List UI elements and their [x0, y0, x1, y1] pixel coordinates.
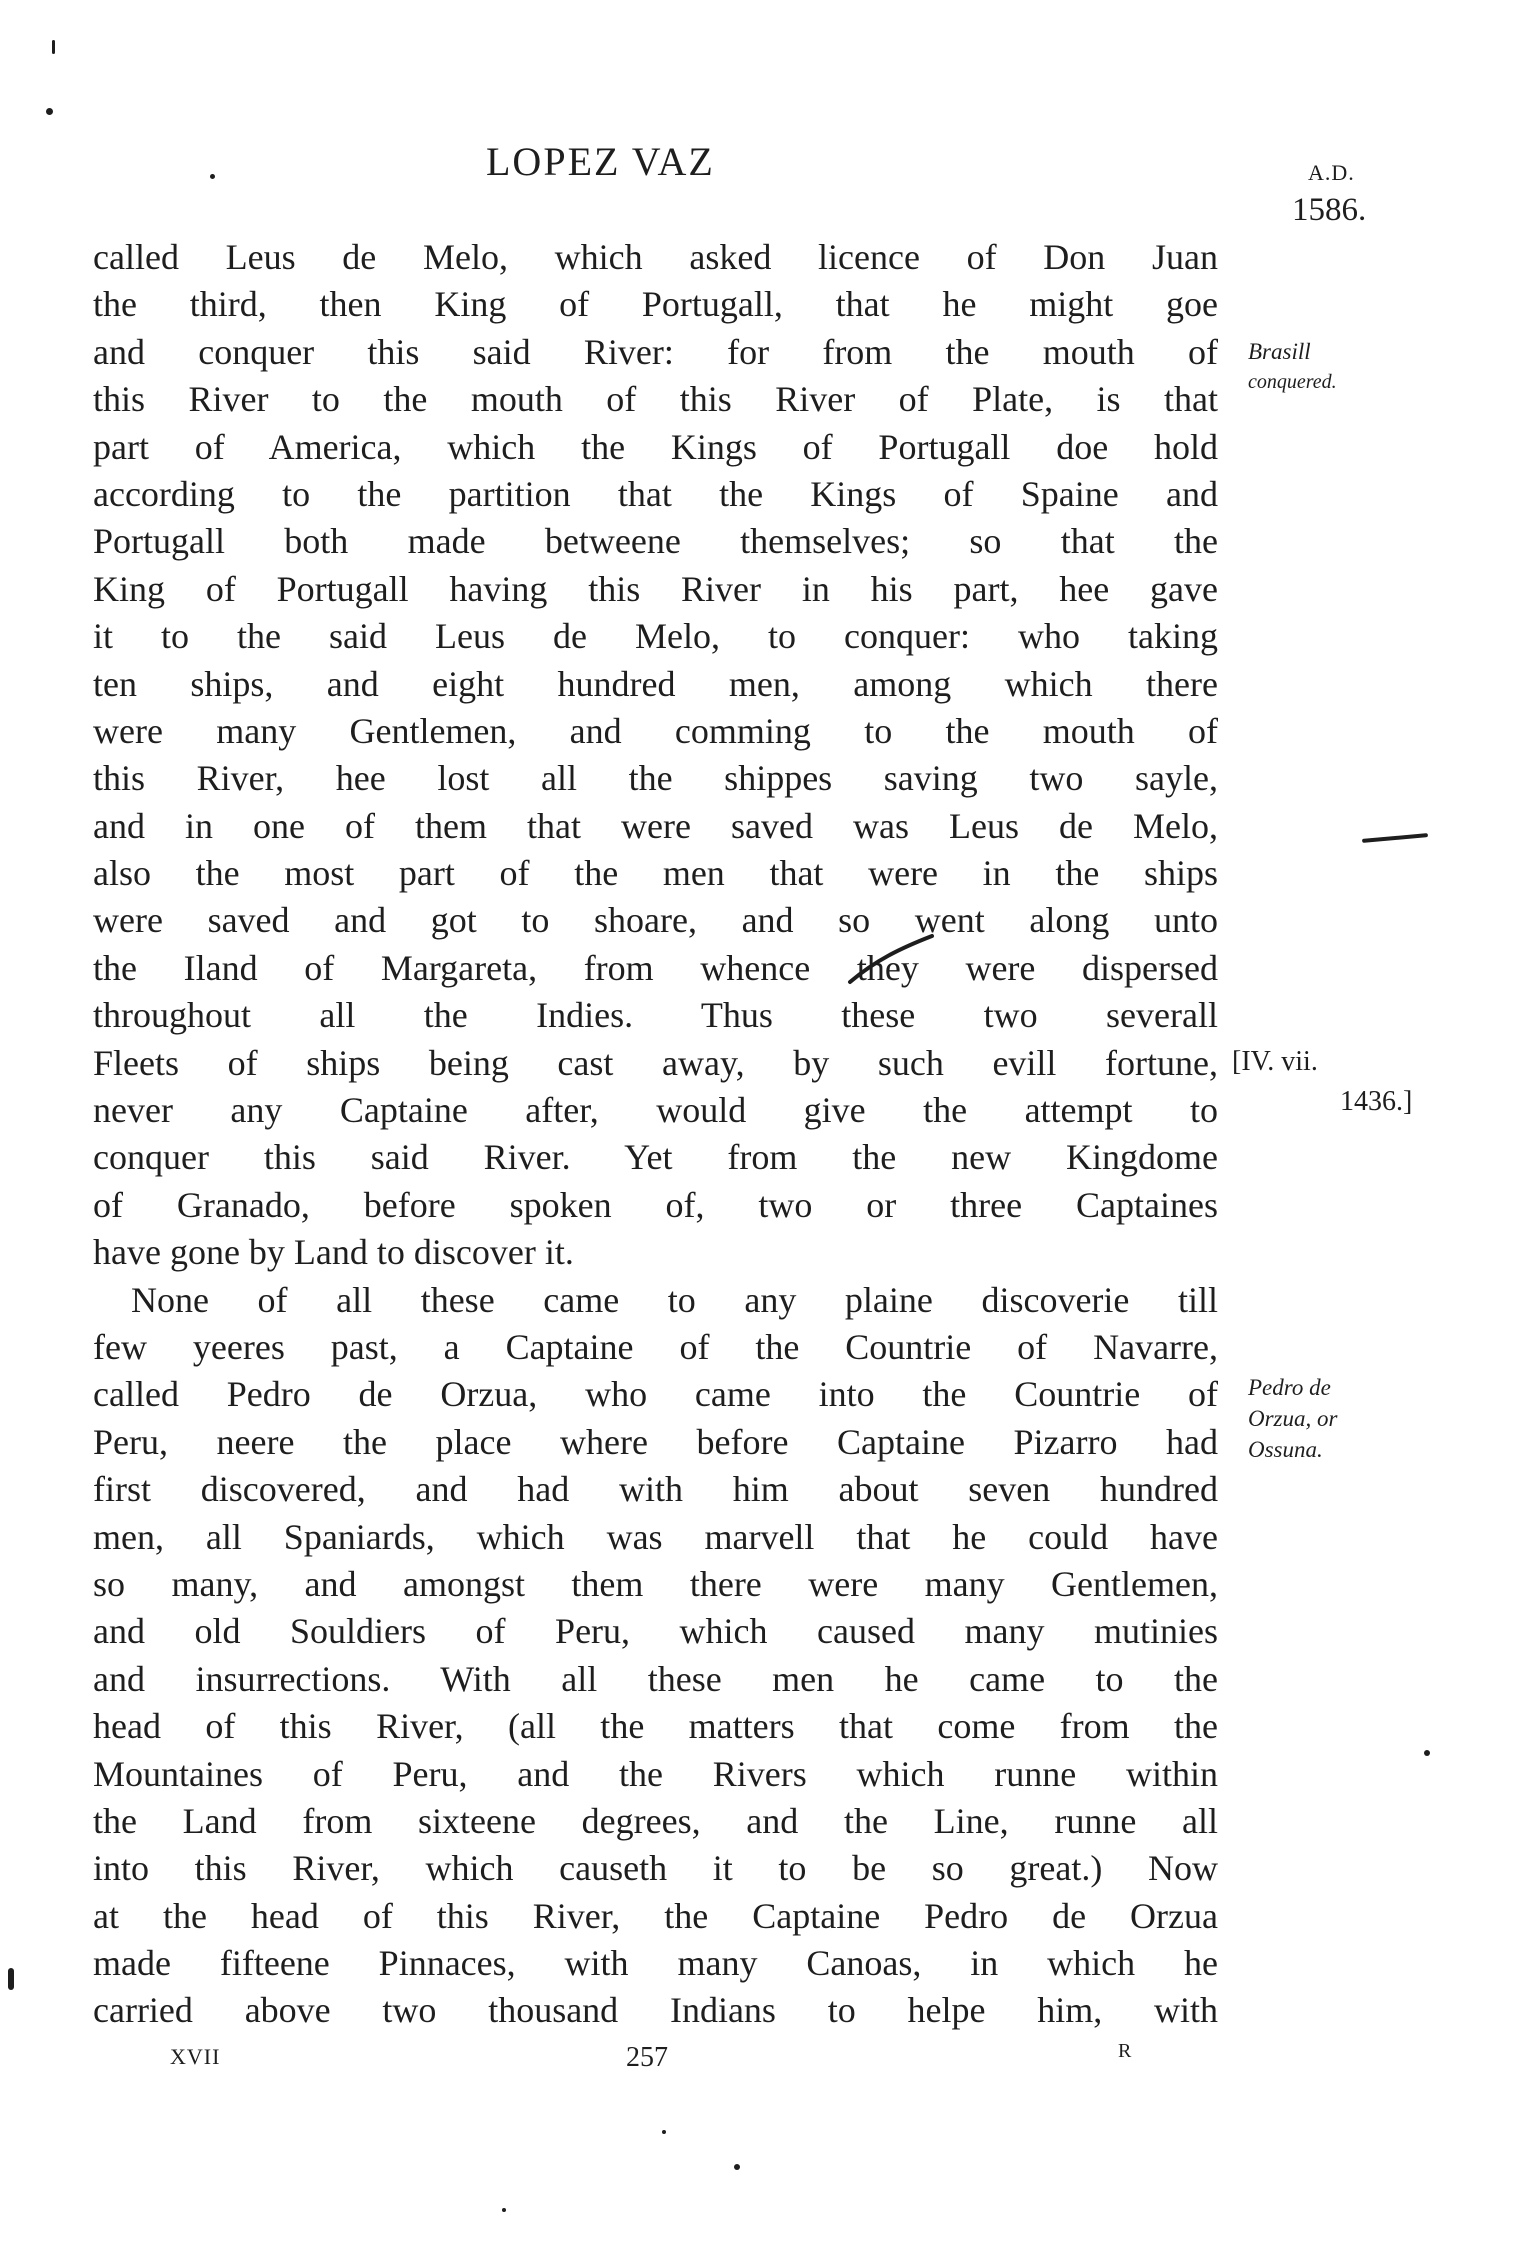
- text-line: head of this River, (all the matters that come from the: [93, 1706, 1218, 1747]
- text-line: the third, then King of Portugall, that he might goe: [93, 284, 1218, 325]
- body-text: [93, 234, 1218, 2035]
- margin-ref-line: 1436.]: [1340, 1086, 1413, 1117]
- pen-stroke-mark: [846, 930, 936, 990]
- speck: [46, 108, 53, 115]
- text-line: and conquer this said River: for from the mouth of: [93, 331, 1218, 372]
- text-line: of Granado, before spoken of, two or three Captaines: [93, 1184, 1218, 1225]
- text-line: men, all Spaniards, which was marvell that he could have: [93, 1516, 1218, 1557]
- text-line: the Land from sixteene degrees, and the Line, runne all: [93, 1800, 1218, 1841]
- text-line: throughout all the Indies. Thus these two severall: [93, 995, 1218, 1036]
- speck: [502, 2208, 506, 2212]
- text-line: were saved and got to shoare, and so went along unto: [93, 900, 1218, 941]
- margin-note-brasill: [1248, 336, 1337, 398]
- text-line: according to the partition that the Kings of Spaine and: [93, 473, 1218, 514]
- text-line: King of Portugall having this River in his part, hee gave: [93, 568, 1218, 609]
- text-line: called Leus de Melo, which asked licence of Don Juan: [93, 237, 1218, 277]
- text-line: have gone by Land to discover it.: [93, 1232, 574, 1273]
- text-line: first discovered, and had with him about seven hundred: [93, 1469, 1218, 1510]
- text-line: it to the said Leus de Melo, to conquer: who taking: [93, 616, 1218, 657]
- text-line: never any Captaine after, would give the attempt to: [93, 1090, 1218, 1131]
- page-number: 257: [626, 2042, 668, 2073]
- text-line: this River, hee lost all the shippes saving two sayle,: [93, 758, 1218, 799]
- text-line: and old Souldiers of Peru, which caused many mutinies: [93, 1611, 1218, 1652]
- margin-note-line: conquered.: [1248, 371, 1337, 393]
- text-line: Peru, neere the place where before Captaine Pizarro had: [93, 1421, 1218, 1462]
- margin-note-line: Orzua, or: [1248, 1406, 1338, 1431]
- text-line: so many, and amongst them there were many Gentlemen,: [93, 1563, 1218, 1604]
- margin-note-line: Ossuna.: [1248, 1437, 1323, 1462]
- text-line: part of America, which the Kings of Portugall doe hold: [93, 426, 1218, 467]
- speck: [8, 1968, 14, 1990]
- margin-note-line: Pedro de: [1248, 1375, 1331, 1400]
- text-line: and in one of them that were saved was Leus de Melo,: [93, 805, 1218, 846]
- text-line: also the most part of the men that were in the ships: [93, 853, 1218, 894]
- speck: [1424, 1750, 1430, 1756]
- margin-ref-line: [IV. vii.: [1232, 1046, 1318, 1077]
- text-line: Fleets of ships being cast away, by such evill fortune,: [93, 1042, 1218, 1083]
- date-label: A.D.: [1308, 160, 1355, 185]
- text-line: at the head of this River, the Captaine Pedro de Orzua: [93, 1895, 1218, 1936]
- margin-note-pedro: [1248, 1372, 1337, 1465]
- text-line: conquer this said River. Yet from the new Kingdome: [93, 1137, 1218, 1178]
- speck: [210, 174, 215, 179]
- text-line: carried above two thousand Indians to helpe him, with: [93, 1990, 1218, 2031]
- text-line: made fifteene Pinnaces, with many Canoas, in which he: [93, 1943, 1218, 1984]
- pencil-dash-mark: [1362, 833, 1428, 843]
- speck: [52, 40, 55, 54]
- text-line: this River to the mouth of this River of Plate, is that: [93, 379, 1218, 420]
- text-line: few yeeres past, a Captaine of the Countrie of Navarre,: [93, 1326, 1218, 1367]
- text-line: Mountaines of Peru, and the Rivers which runne within: [93, 1753, 1218, 1794]
- speck: [734, 2164, 740, 2170]
- margin-note-line: Brasill: [1248, 339, 1311, 364]
- text-line: None of all these came to any plaine discoverie till: [131, 1279, 1218, 1320]
- margin-volume-reference: [1232, 1042, 1412, 1122]
- text-line: into this River, which causeth it to be so great.) Now: [93, 1848, 1218, 1889]
- text-line: the Iland of Margareta, from whence they were dispersed: [93, 947, 1218, 988]
- text-line: ten ships, and eight hundred men, among which there: [93, 663, 1218, 704]
- signature-mark: XVII: [170, 2044, 221, 2069]
- text-line: called Pedro de Orzua, who came into the Countrie of: [93, 1374, 1218, 1415]
- year-label: 1586.: [1292, 192, 1367, 228]
- text-line: were many Gentlemen, and comming to the mouth of: [93, 710, 1218, 751]
- running-title: LOPEZ VAZ: [486, 139, 715, 184]
- signature-letter: R: [1118, 2040, 1132, 2062]
- text-line: and insurrections. With all these men he came to the: [93, 1658, 1218, 1699]
- speck: [662, 2130, 666, 2134]
- text-line: Portugall both made betweene themselves; so that the: [93, 521, 1218, 562]
